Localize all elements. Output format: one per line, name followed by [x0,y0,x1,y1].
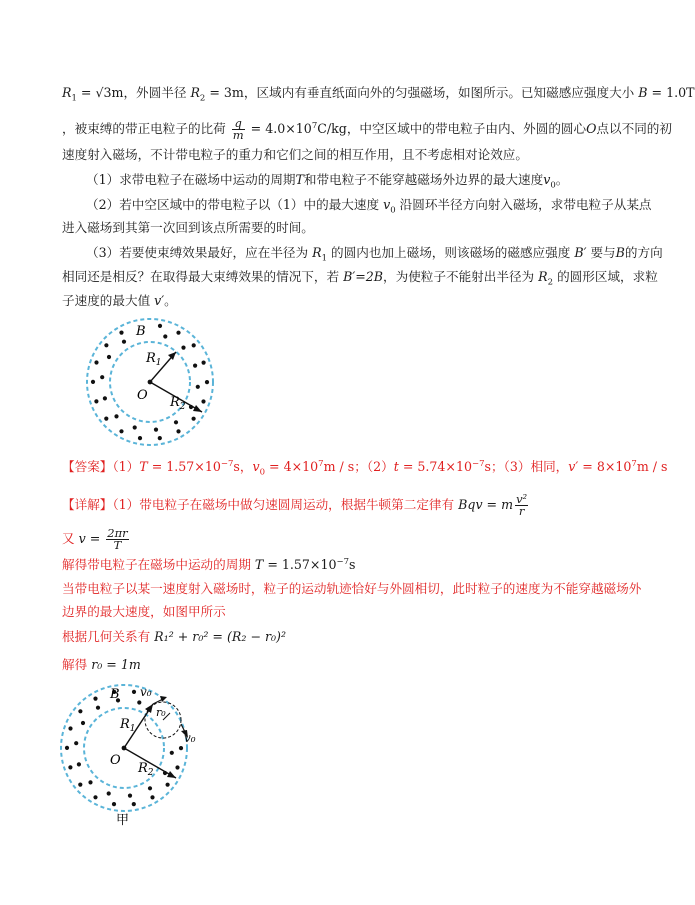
ratio-exponent: 7 [311,120,318,131]
question-2-line-1 [86,196,652,214]
label-r1: $R_1$ [120,717,136,734]
r-symbol: R [538,269,548,284]
r1-arrowhead [145,704,153,713]
field-dot [176,331,180,335]
label-o: O [110,753,121,768]
detail-text: 根据几何关系有 [62,629,155,644]
ratio-value: = 4.0×10 [246,121,312,136]
label-r2: $R_2$ [138,761,154,778]
field-dot [112,802,116,806]
field-dot [119,331,123,335]
t2-exponent: −7 [472,458,485,469]
field-dot [104,343,108,347]
question-text: （2）若中空区域中的带电粒子以（1）中的最大速度 [86,197,384,212]
problem-text: ，区域内有垂直纸面向外的匀强磁场，如图所示。已知磁感应强度大小 [243,85,639,100]
t-exponent: −7 [220,458,234,469]
r-subscript: 2 [547,277,554,288]
field-dot [179,746,183,750]
field-dot [74,741,78,745]
field-dot [205,380,209,384]
velocity-equation-fraction [106,528,128,551]
field-dot [193,364,197,368]
field-dot [163,334,167,338]
label-r2: $R_2$ [170,395,186,412]
detail-line-1 [62,494,530,517]
fraction-denominator: T [113,538,122,552]
field-dot [175,765,179,769]
field-dot [81,721,85,725]
velocity-equation-lhs: v = [78,531,105,546]
question-text: 的圆形区域，求粒 [553,269,658,284]
r2-symbol: R [190,85,200,100]
t2-unit: s [484,459,491,474]
answer-text: ；（3）相同， [491,459,569,474]
t-symbol: T [295,172,304,187]
b-symbol: B [615,245,625,260]
label-o: O [137,388,148,403]
r-subscript: 1 [321,253,328,264]
question-1 [86,171,568,189]
answer-text: ；（2） [354,459,394,474]
field-dot [88,780,92,784]
detail-tag: 【详解】 [62,497,113,512]
field-dot [176,429,180,433]
field-dot [166,783,170,787]
detail-text: （1）带电粒子在磁场中做匀速圆周运动，根据牛顿第二定律有 [112,497,459,512]
question-text: ，为使粒子不能射出半径为 [383,269,539,284]
question-text: 。 [164,293,177,308]
fraction-numerator: v² [516,492,528,506]
t2-value: = 5.74×10 [398,459,472,474]
v0-subscript: 0 [259,467,266,478]
problem-line-1 [62,84,695,102]
field-dot [202,361,206,365]
field-dot [132,802,136,806]
fraction-denominator: r [518,504,525,518]
field-dot [128,794,132,798]
v-prime-symbol: v′ [154,293,165,308]
figure-caption: 甲 [116,813,130,828]
field-dot [148,786,152,790]
r2-subscript: 2 [199,93,206,104]
field-dot [94,399,98,403]
question-text: 。 [555,172,569,187]
v-subscript: 0 [390,205,396,216]
fraction-numerator: 2πr [107,526,128,540]
field-dot [150,795,154,799]
o-symbol: O [586,121,597,136]
question-text: 相同还是相反？在取得最大束缚效果的情况下，若 [62,269,344,284]
detail-line-2 [62,528,131,551]
v0-exponent: 7 [318,458,324,469]
r2-arrowhead [167,771,176,778]
v-subscript: 0 [550,180,556,191]
r2-value: = 3m [205,85,244,100]
field-dot [158,324,162,328]
v0-unit: m / s [323,459,355,474]
question-text: 沿圆环半径方向射入磁场，求带电粒子从某点 [395,197,652,212]
r2-arrowhead [193,405,202,412]
field-dot [94,360,98,364]
question-text: 的方向 [624,245,663,260]
field-dot [104,417,108,421]
r1-symbol: R [62,85,72,100]
field-dot [68,765,72,769]
question-text: （1）求带电粒子在磁场中运动的周期 [86,172,296,187]
b-value: = 1.0T [647,85,695,100]
fraction-denominator: m [232,128,244,142]
t-unit: s [349,557,356,572]
field-dot [107,791,111,795]
newton-equation-lhs: Bqv = m [458,497,514,512]
newton-equation-fraction [515,494,528,517]
charge-mass-ratio [232,118,245,141]
problem-text: ，被束缚的带正电粒子的比荷 [62,121,230,136]
t-unit: s [233,459,240,474]
v-prime-value: = 8×10 [578,459,632,474]
field-dot [77,762,81,766]
question-text: 子速度的最大值 [62,293,155,308]
t-symbol: T [139,459,148,474]
problem-text: 点以不同的初 [596,121,672,136]
answer-text: ， [239,459,253,474]
r1-subscript: 1 [71,93,77,104]
field-dot [65,746,69,750]
answer-tag: 【答案】 [62,459,113,474]
problem-text: ，外圆半径 [123,85,191,100]
v0-value: = 4×10 [265,459,319,474]
field-dot [114,414,118,418]
label-r1: $R_1$ [146,351,162,368]
v0-symbol: v [252,459,260,474]
question-2-line-2: 进入磁场到其第一次回到该点所需要的时间。 [62,220,314,235]
answer-line [62,458,668,476]
field-dot [119,429,123,433]
r0-result: r₀ = 1m [91,657,141,672]
v-symbol: v [543,172,551,187]
t-symbol: T [254,557,264,572]
question-text: 和带电粒子不能穿越磁场外边界的最大速度 [303,172,544,187]
field-dot [170,751,174,755]
field-dot [137,700,141,704]
detail-line-3 [62,556,356,574]
b-symbol: B [638,85,648,100]
field-dot [68,726,72,730]
v-prime-exponent: 7 [631,458,637,469]
field-dot [122,340,126,344]
field-dot [174,420,178,424]
v-prime-unit: m / s [636,459,668,474]
field-dot [103,396,107,400]
v-symbol: v [383,197,391,212]
field-dot [100,375,104,379]
question-3-line-2 [62,268,658,286]
label-b: B [110,687,120,702]
label-r0: r₀ [156,706,166,719]
field-dot [201,399,205,403]
field-dot [78,709,82,713]
v0-top-arrowhead [160,696,167,702]
field-dot [93,795,97,799]
question-text: 要与 [586,245,616,260]
trajectory-figure [56,676,216,826]
v-prime-symbol: v′ [568,459,579,474]
answer-text: （1） [112,459,140,474]
b-relation: B′=2B [343,269,384,284]
question-3-line-1 [86,244,663,262]
question-text: 的圆内也加上磁场，则该磁场的磁感应强度 [327,245,575,260]
magnetic-ring-figure [80,312,220,452]
field-dot [91,380,95,384]
t2-symbol: t [393,459,399,474]
field-dot [192,417,196,421]
field-dot [78,783,82,787]
r1-value: = √3m [76,85,124,100]
field-dot [196,385,200,389]
t-value: = 1.57×10 [147,459,221,474]
detail-line-5: 边界的最大速度，如图甲所示 [62,604,226,619]
t-value: = 1.57×10 [263,557,337,572]
field-dot [133,425,137,429]
question-text: （3）若要使束缚效果最好，应在半径为 [86,245,313,260]
field-dot [158,436,162,440]
question-3-line-3 [62,292,177,310]
field-dot [107,355,111,359]
detail-line-4: 当带电粒子以某一速度射入磁场时，粒子的运动轨迹恰好与外圆相切，此时粒子的速度为不能穿越磁场外 [62,581,642,596]
r-symbol: R [312,245,322,260]
field-dot [138,436,142,440]
detail-line-6 [62,628,286,646]
detail-text: 解得带电粒子在磁场中运动的周期 [62,557,255,572]
field-dot [181,346,185,350]
detail-line-7 [62,656,141,674]
detail-text: 又 [62,531,79,546]
problem-line-3: 速度射入磁场，不计带电粒子的重力和它们之间的相互作用，且不考虑相对论效应。 [62,147,528,162]
t-exponent: −7 [336,556,350,567]
field-dot [93,697,97,701]
label-b: B [136,324,146,339]
field-dot [96,706,100,710]
field-dot [154,428,158,432]
label-v0-top: v₀ [140,685,152,699]
fraction-numerator: q [232,118,245,130]
field-dot [192,343,196,347]
field-dot [132,690,136,694]
b-prime-symbol: B′ [574,245,587,260]
ratio-unit: C/kg [317,121,347,136]
label-v0-right: v₀ [184,731,196,745]
geometry-equation: R₁² + r₀² = (R₂ − r₀)² [154,629,287,644]
detail-text: 解得 [62,657,92,672]
problem-text: ，中空区域中的带电粒子由内、外圆的圆心 [346,121,587,136]
problem-line-2 [62,118,672,141]
